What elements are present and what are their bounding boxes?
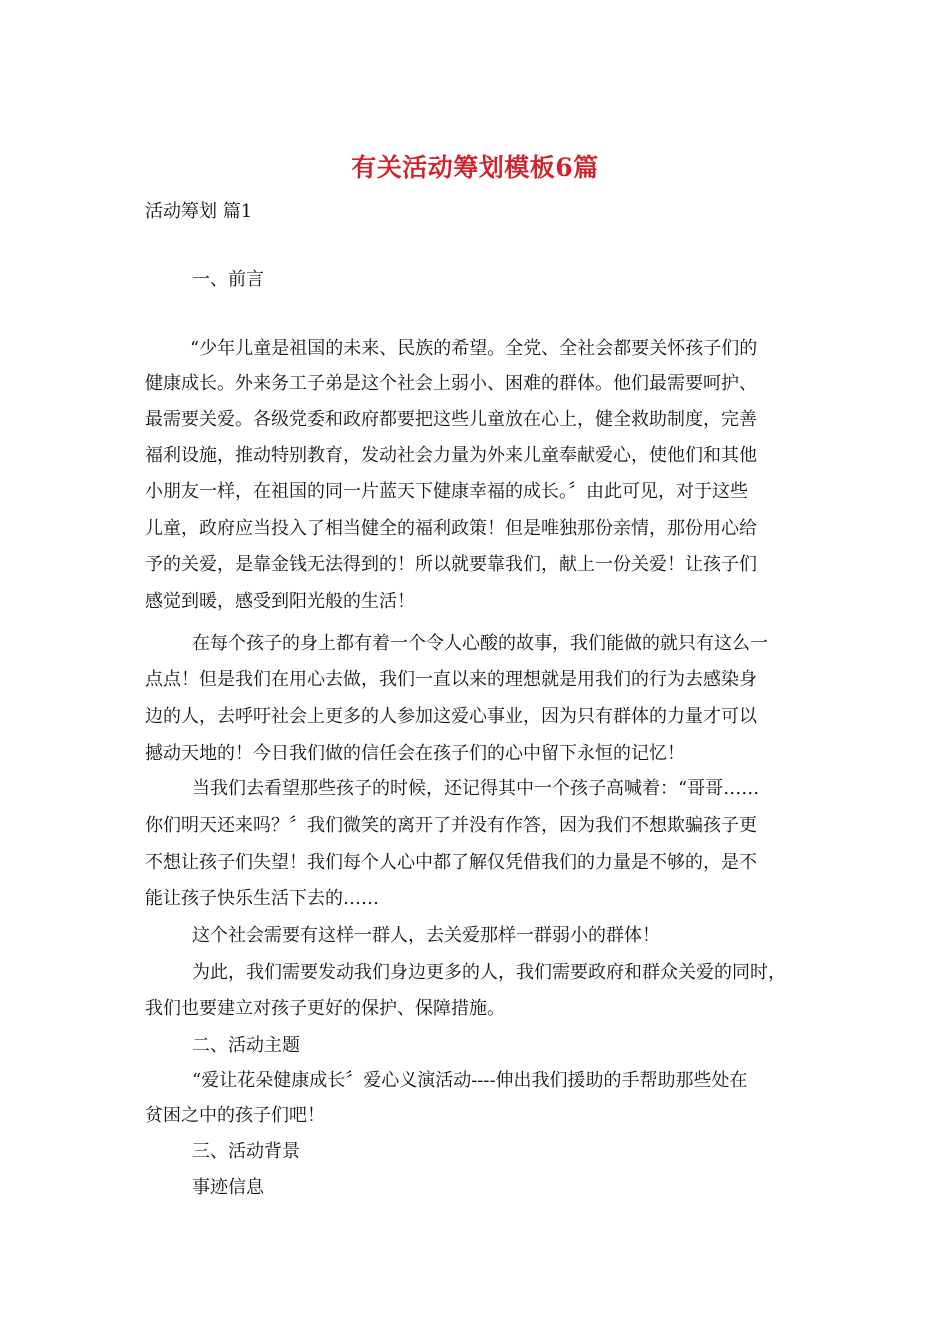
paragraph-line: 撼动天地的！今日我们做的信任会在孩子们的心中留下永恒的记忆！ <box>145 743 685 764</box>
paragraph-line: 点点！但是我们在用心去做，我们一直以来的理想就是用我们的行为去感染身 <box>145 669 757 690</box>
paragraph-line: “少年儿童是祖国的未来、民族的希望。全党、全社会都要关怀孩子们的 <box>190 338 758 359</box>
paragraph-line: 这个社会需要有这样一群人，去关爱那样一群弱小的群体！ <box>192 925 660 946</box>
paragraph-line: “爱让花朵健康成长〞爱心义演活动----伸出我们援助的手帮助那些处在 <box>192 1070 748 1091</box>
paragraph-line: 予的关爱，是靠金钱无法得到的！所以就要靠我们，献上一份关爱！让孩子们 <box>145 554 757 575</box>
subheading-deeds: 事迹信息 <box>192 1177 264 1198</box>
paragraph-line: 不想让孩子们失望！我们每个人心中都了解仅凭借我们的力量是不够的，是不 <box>145 852 757 873</box>
heading-theme: 二、活动主题 <box>192 1035 300 1056</box>
section-label: 活动筹划 篇1 <box>145 201 253 222</box>
paragraph-line: 能让孩子快乐生活下去的…… <box>145 888 379 909</box>
paragraph-line: 福利设施，推动特别教育，发动社会力量为外来儿童奉献爱心，使他们和其他 <box>145 445 757 466</box>
paragraph-line: 你们明天还来吗？〞我们微笑的离开了并没有作答，因为我们不想欺骗孩子更 <box>145 815 757 836</box>
paragraph-line: 当我们去看望那些孩子的时候，还记得其中一个孩子高喊着：“哥哥…… <box>192 778 760 799</box>
document-title: 有关活动筹划模板6篇 <box>351 153 599 182</box>
paragraph-line: 小朋友一样，在祖国的同一片蓝天下健康幸福的成长。〞由此可见，对于这些 <box>145 481 748 502</box>
paragraph-line: 感觉到暖，感受到阳光般的生活！ <box>145 591 415 612</box>
paragraph-line: 最需要关爱。各级党委和政府都要把这些儿童放在心上，健全救助制度，完善 <box>145 409 757 430</box>
heading-preface: 一、前言 <box>192 269 264 290</box>
paragraph-line: 贫困之中的孩子们吧！ <box>145 1105 325 1126</box>
paragraph-line: 儿童，政府应当投入了相当健全的福利政策！但是唯独那份亲情，那份用心给 <box>145 518 757 539</box>
paragraph-line: 边的人，去呼吁社会上更多的人参加这爱心事业，因为只有群体的力量才可以 <box>145 706 757 727</box>
paragraph-line: 在每个孩子的身上都有着一个令人心酸的故事，我们能做的就只有这么一 <box>192 633 768 654</box>
paragraph-line: 健康成长。外来务工子弟是这个社会上弱小、困难的群体。他们最需要呵护、 <box>145 373 757 394</box>
paragraph-line: 我们也要建立对孩子更好的保护、保障措施。 <box>145 998 505 1019</box>
paragraph-line: 为此，我们需要发动我们身边更多的人，我们需要政府和群众关爱的同时， <box>192 962 786 983</box>
heading-background: 三、活动背景 <box>192 1141 300 1162</box>
